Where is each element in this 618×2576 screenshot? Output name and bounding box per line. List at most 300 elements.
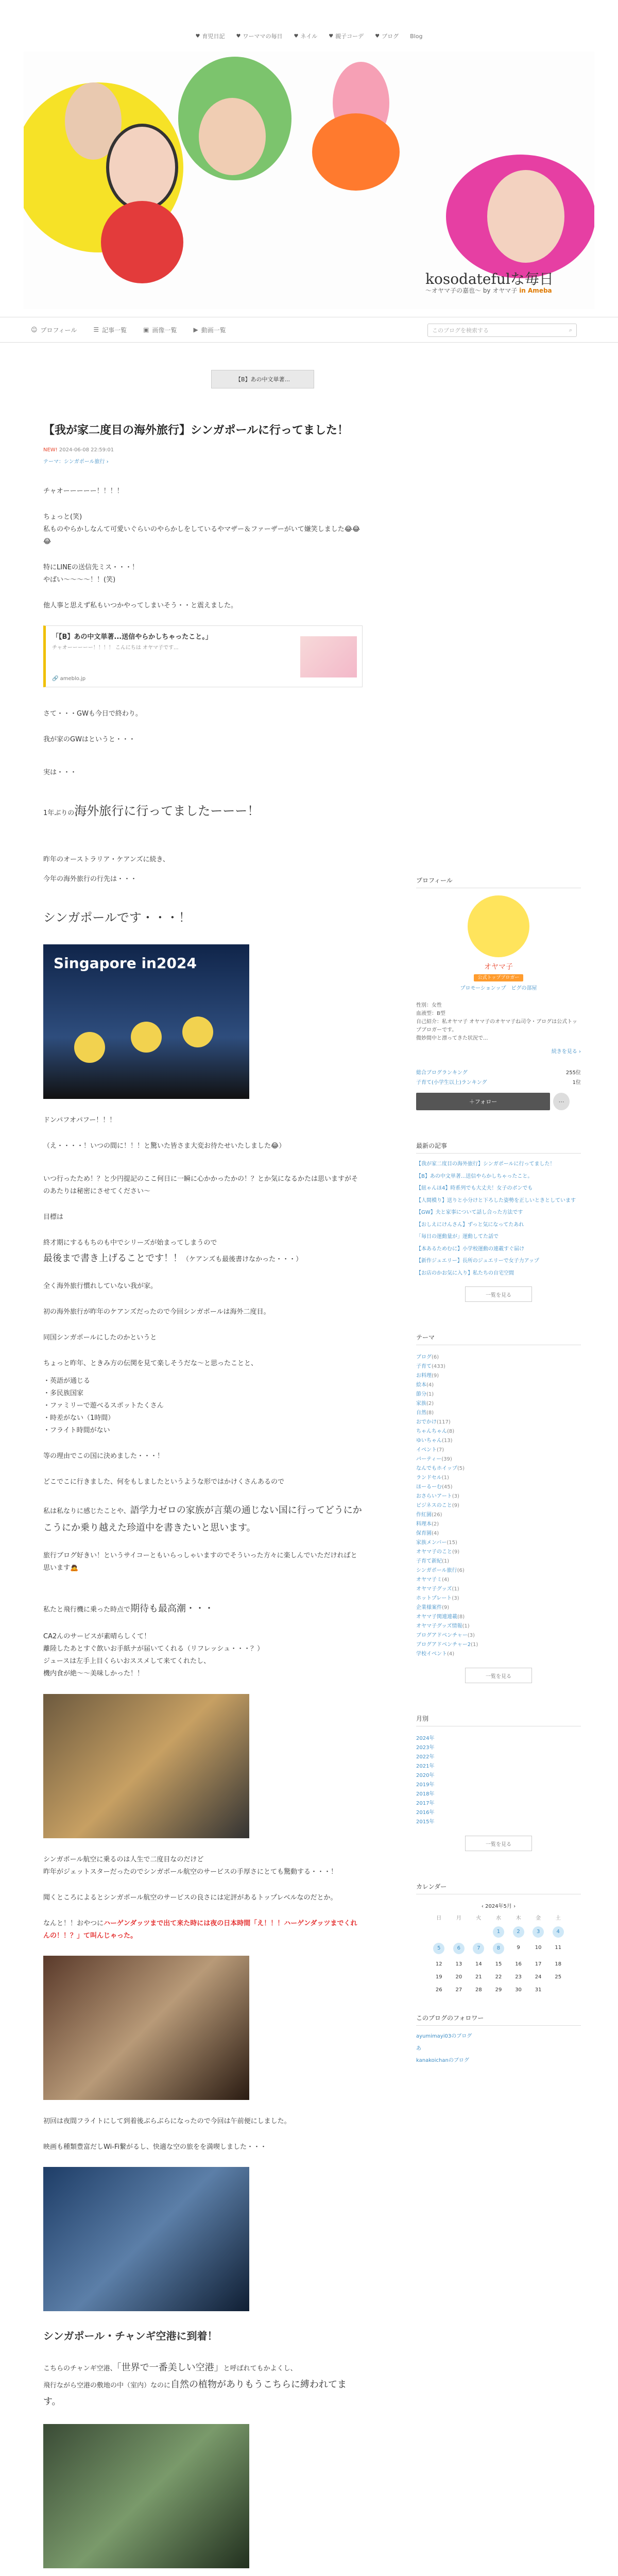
calendar-cell <box>508 1961 528 1967</box>
follower-item[interactable]: あ <box>416 2045 421 2052</box>
illustration-face-mom <box>106 124 178 211</box>
calendar-day[interactable]: 7 <box>473 1943 484 1954</box>
paragraph-big: シンガポールです・・・！ <box>43 910 191 925</box>
calendar-cell <box>429 1928 449 1938</box>
calendar-weekday: 土 <box>555 1916 561 1921</box>
theme-count: (433) <box>432 1364 445 1369</box>
theme-name: 子育て新紀 <box>416 1558 442 1564</box>
list-icon: ☰ <box>93 326 99 333</box>
theme-item[interactable] <box>416 1473 581 1482</box>
profile-heading: プロフィール <box>416 876 581 888</box>
theme-count: (4) <box>432 1531 439 1536</box>
theme-name: 学校イベント <box>416 1651 447 1657</box>
theme-item[interactable] <box>416 1362 581 1371</box>
calendar-weekday: 金 <box>536 1916 541 1921</box>
calendar <box>429 1902 568 1993</box>
recent-item[interactable]: 【紐ゃんほ4】時系列でも大丈夫！女子のボンでも <box>416 1185 533 1191</box>
photo-haagen-dazs[interactable] <box>43 1956 249 2100</box>
paragraph: 実は・・・ <box>43 769 77 777</box>
blog-title[interactable]: kosodatefulな毎日 <box>425 270 554 287</box>
illustration-blob-orange <box>312 113 400 191</box>
paragraph: どこでこに行きました、何をもしましたというような形ではかけくさんあるので <box>43 1478 285 1486</box>
calendar-cell <box>449 1974 469 1980</box>
calendar-day[interactable]: 5 <box>433 1943 444 1954</box>
calendar-cell <box>449 1945 469 1954</box>
theme-name: ビジネスのこと <box>416 1503 452 1509</box>
recent-item[interactable]: 【B】あの中文単著...送信やらかしちゃったこと。 <box>416 1173 533 1179</box>
calendar-cell <box>528 1945 548 1954</box>
paragraph: 聞くところによるとシンガポール航空のサービスの良さには定評があるトップレベルなのだとか。 <box>43 1893 337 1902</box>
recent-item[interactable]: 【我が家二度目の海外旅行】シンガポールに行ってました！ <box>416 1161 555 1167</box>
illustration-face <box>131 1022 162 1053</box>
archive-item[interactable]: 2022年 <box>416 1754 435 1760</box>
article <box>43 422 363 2576</box>
photo-inflight-meal[interactable] <box>43 1694 249 1838</box>
calendar-cell <box>449 1987 469 1993</box>
theme-count: (9) <box>452 1549 460 1555</box>
theme-count: (7) <box>437 1447 444 1453</box>
calendar-cell <box>449 1961 469 1967</box>
archive-item[interactable]: 2018年 <box>416 1791 435 1797</box>
theme-item[interactable] <box>416 1612 581 1621</box>
theme-name: 料理本 <box>416 1521 432 1527</box>
theme-list-button[interactable]: 一覧を見る <box>465 1668 532 1683</box>
paragraph: チャオーーーーー！！！！ <box>43 487 124 495</box>
calendar-cell <box>429 1987 449 1993</box>
recent-list <box>416 1161 581 1277</box>
archive-heading: 月別 <box>416 1714 581 1726</box>
calendar-weekday: 月 <box>456 1916 461 1921</box>
recent-item[interactable]: 【新作ジュエリー】長所のジュエリーで女子力アップ <box>416 1258 539 1264</box>
blog-card-link[interactable] <box>43 625 363 687</box>
chevron-left-icon[interactable]: ‹ <box>481 1904 486 1909</box>
illustration-face <box>182 1016 213 1047</box>
theme-item[interactable] <box>416 1380 581 1389</box>
theme-count: (9) <box>452 1503 459 1509</box>
theme-name: お料理 <box>416 1373 432 1379</box>
header-banner[interactable] <box>24 52 594 309</box>
theme-count: (1) <box>442 1558 450 1564</box>
calendar-weekday: 木 <box>516 1916 521 1921</box>
calendar-cell <box>508 1974 528 1980</box>
calendar-day: 16 <box>515 1961 522 1967</box>
theme-name: イベント <box>416 1447 437 1453</box>
calendar-day: 14 <box>475 1961 482 1967</box>
calendar-day: 17 <box>535 1961 542 1967</box>
calendar-day: 28 <box>475 1987 482 1993</box>
paragraph: なんと！！おやつにハーゲンダッツまで出て来た時には夜の日本時間「え！！！ハーゲンダッツまでくれんの！！？」て叫んじゃった。 <box>43 1919 357 1940</box>
menu-profile[interactable]: ☺ プロフィール <box>31 326 77 334</box>
follower-item[interactable]: kanakoichanのブログ <box>416 2058 469 2063</box>
topnav-item-3[interactable]: ♥ ネイル <box>294 33 318 40</box>
theme-count: (2) <box>432 1521 439 1527</box>
theme-name: 家族 <box>416 1401 426 1406</box>
follow-row <box>416 1093 581 1110</box>
theme-item[interactable] <box>416 1584 581 1594</box>
theme-count: (8) <box>426 1410 434 1416</box>
archive-item[interactable]: 2023年 <box>416 1745 435 1751</box>
theme-item[interactable] <box>416 1436 581 1445</box>
theme-count: (117) <box>436 1419 451 1425</box>
theme-item[interactable] <box>416 1519 581 1529</box>
theme-item[interactable] <box>416 1417 581 1427</box>
calendar-cell <box>489 1928 509 1938</box>
bullet-list <box>43 1375 363 1437</box>
search-icon: ⌕ <box>569 327 572 333</box>
paragraph: いつ行ったため！？と少円提記のここ何日に一瞬に心かかったかの！？とか気になるかたは思いますがそのあたりは秘密にさせてください〜 <box>43 1175 358 1196</box>
paragraph: 等の理由でこの国に決めました・・・！ <box>43 1452 164 1461</box>
theme-count: (9) <box>442 1605 450 1611</box>
theme-item[interactable] <box>416 1603 581 1612</box>
heart-icon: ♥ <box>329 33 334 39</box>
calendar-cell <box>429 1961 449 1967</box>
list-item: ・ファミリーで遊べるスポットたくさん <box>43 1402 164 1410</box>
theme-item[interactable] <box>416 1492 581 1501</box>
photo-inflight-screen[interactable] <box>43 2167 249 2311</box>
theme-name: 節分 <box>416 1392 426 1397</box>
theme-count: (9) <box>432 1373 439 1379</box>
calendar-cell <box>429 1945 449 1954</box>
calendar-cell <box>469 1928 489 1938</box>
calendar-cell <box>449 1928 469 1938</box>
topnav-item-2[interactable]: ♥ ワーママの毎日 <box>236 33 283 40</box>
topnav-item-1[interactable]: ♥ 育児日記 <box>195 33 225 40</box>
calendar-day[interactable]: 2 <box>513 1926 524 1938</box>
theme-item[interactable] <box>416 1408 581 1417</box>
new-badge: NEW! <box>43 447 58 453</box>
theme-item[interactable] <box>416 1501 581 1510</box>
archive-item[interactable]: 2017年 <box>416 1801 435 1806</box>
theme-item[interactable] <box>416 1454 581 1464</box>
article-title[interactable]: 【我が家二度目の海外旅行】シンガポールに行ってました！ <box>43 424 349 437</box>
theme-count: (2) <box>426 1401 434 1406</box>
calendar-cell <box>469 1961 489 1967</box>
theme-name: ランドセル <box>416 1475 442 1481</box>
theme-name: 絵本 <box>416 1382 426 1388</box>
theme-item[interactable] <box>416 1482 581 1492</box>
calendar-cell <box>469 1987 489 1993</box>
calendar-cell <box>528 1928 548 1938</box>
theme-item[interactable] <box>416 1575 581 1584</box>
paragraph: 初の海外旅行が昨年のケアンズだったので今回シンガポールは海外二度目。 <box>43 1308 270 1316</box>
paragraph: 私たと飛行機に乗った時点で期待も最高潮・・・ <box>43 1603 214 1615</box>
calendar-day: 18 <box>555 1961 562 1967</box>
theme-name: オヤマ子のこと <box>416 1549 452 1555</box>
heart-icon: ♥ <box>236 33 241 39</box>
calendar-cell <box>548 1961 568 1967</box>
theme-name: ほーるーむ <box>416 1484 442 1490</box>
photo-changi-airport[interactable] <box>43 2424 249 2568</box>
theme-name: ブログアドベンチャー2 <box>416 1642 471 1648</box>
recent-item[interactable]: 【GW】夫と家事について話し合った方法です <box>416 1210 523 1215</box>
paragraph-big: シンガポール・チャンギ空港に到着！ <box>43 2329 218 2342</box>
illustration-face-grandma <box>487 170 564 263</box>
theme-name: オヤマ子ミ <box>416 1577 442 1583</box>
list-item: ・フライト時間がない <box>43 1427 110 1435</box>
theme-item[interactable] <box>416 1427 581 1436</box>
theme-count: (45) <box>442 1484 453 1490</box>
link-icon: 🔗 <box>52 676 59 682</box>
theme-count: (4) <box>447 1651 455 1657</box>
theme-item[interactable] <box>416 1371 581 1380</box>
official-badge: 公式トップブロガー <box>416 974 581 980</box>
calendar-day: 9 <box>517 1945 520 1951</box>
calendar-day[interactable]: 6 <box>453 1943 465 1954</box>
chevron-right-icon[interactable]: › <box>511 1904 516 1909</box>
calendar-day: 25 <box>555 1974 562 1980</box>
paragraph: 目標は <box>43 1213 64 1222</box>
list-item: ・多民族国家 <box>43 1389 84 1398</box>
theme-item[interactable] <box>416 1594 581 1603</box>
archive-item[interactable]: 2016年 <box>416 1810 435 1816</box>
menu-videos[interactable]: ▶ 動画一覧 <box>193 326 226 334</box>
paragraph: 今年の海外旅行の行先は・・・ <box>43 875 138 883</box>
calendar-day: 12 <box>435 1961 442 1967</box>
theme-item[interactable] <box>416 1389 581 1399</box>
theme-count: (1) <box>462 1623 470 1629</box>
calendar-cell <box>508 1987 528 1993</box>
paragraph: 我が家のGWはというと・・・ <box>43 736 135 744</box>
followers-heading: このブログのフォロワー <box>416 2013 581 2026</box>
topnav-item-6[interactable]: Blog <box>410 32 423 40</box>
menu-images[interactable]: ▣ 画像一覧 <box>143 326 177 334</box>
calendar-day[interactable]: 8 <box>493 1943 504 1954</box>
follow-button[interactable]: ＋フォロー <box>416 1093 550 1110</box>
illustration-face <box>74 1032 105 1063</box>
theme-name: 家族メンバー <box>416 1540 447 1546</box>
topnav-item-4[interactable]: ♥ 親子コーデ <box>329 33 364 40</box>
calendar-day: 20 <box>455 1974 462 1980</box>
calendar-cell <box>548 1974 568 1980</box>
archive-item[interactable]: 2020年 <box>416 1773 435 1778</box>
blogcard-thumbnail <box>300 636 357 677</box>
paragraph: （え・・・・！いつの間に！！！と驚いた皆さま大変お待たせいたしました😂） <box>43 1142 286 1150</box>
calendar-cell <box>548 1928 568 1938</box>
illustration-face-kid <box>199 98 266 175</box>
archive-item[interactable]: 2024年 <box>416 1736 435 1741</box>
calendar-day: 31 <box>535 1987 542 1993</box>
theme-name: ちゃんちゃん <box>416 1429 447 1434</box>
theme-name: オヤマ子グッズ情報 <box>416 1623 462 1629</box>
prev-article-tag[interactable]: 【B】あの中文単著... <box>211 370 314 388</box>
theme-item[interactable] <box>416 1538 581 1547</box>
calendar-grid <box>429 1913 568 1993</box>
theme-count: (1) <box>426 1392 434 1397</box>
recent-item[interactable]: 「毎日の運動量が」運動してた話で <box>416 1234 499 1240</box>
theme-count: (4) <box>442 1577 450 1583</box>
paragraph: 1年ぶりの海外旅行に行ってましたーーー！ <box>43 804 260 819</box>
theme-item[interactable] <box>416 1566 581 1575</box>
blog-subtitle: 〜オヤマ子の嘉也〜 by オヤマ子 in Ameba <box>425 287 552 294</box>
archive-list-button[interactable]: 一覧を見る <box>465 1836 532 1851</box>
photo-caption: Singapore in2024 <box>54 955 197 972</box>
theme-item[interactable] <box>416 1399 581 1408</box>
theme-name: オヤマ子関連連載 <box>416 1614 457 1620</box>
rank-row[interactable]: 総合ブログランキング 255位 <box>416 1070 581 1076</box>
theme-count: (39) <box>441 1456 452 1462</box>
calendar-cell <box>489 1987 509 1993</box>
theme-name: 自然 <box>416 1410 426 1416</box>
calendar-heading: カレンダー <box>416 1882 581 1894</box>
paragraph: 他人事と思えず私もいつかやってしまいそう・・と震えました。 <box>43 602 238 610</box>
sidebar <box>416 876 581 2070</box>
recent-heading: 最新の記事 <box>416 1141 581 1154</box>
video-icon: ▶ <box>193 326 198 333</box>
profile-more-link[interactable]: 続きを見る › <box>551 1049 581 1055</box>
more-icon[interactable]: ⋯ <box>553 1093 570 1110</box>
calendar-day: 24 <box>535 1974 542 1980</box>
recent-list-button[interactable]: 一覧を見る <box>465 1286 532 1302</box>
calendar-day: 11 <box>555 1945 562 1951</box>
list-item: ・英語が通じる <box>43 1377 91 1385</box>
topnav-item-5[interactable]: ♥ ブログ <box>375 33 399 40</box>
paragraph: ドンパフオパフー！！！ <box>43 1116 116 1125</box>
theme-count: (1) <box>471 1642 478 1648</box>
theme-count: (13) <box>442 1438 453 1444</box>
recent-item[interactable]: 【本あるためむに】小学校運動の連載すぐ届け <box>416 1246 524 1252</box>
theme-count: (3) <box>467 1633 475 1638</box>
theme-name: 作紅園 <box>416 1512 432 1518</box>
archive-item[interactable]: 2019年 <box>416 1782 435 1788</box>
theme-name: ブログアドベンチャー <box>416 1633 468 1638</box>
blogcard-title: 「【B】あの中文単著...送信やらかしちゃったこと。」 <box>52 633 212 641</box>
calendar-cell <box>528 1974 548 1980</box>
calendar-day[interactable]: 3 <box>533 1926 544 1938</box>
paragraph: 初回は夜間フライトにして到着後ぶらぶらになったので今回は午前便にしました。 <box>43 2117 291 2125</box>
paragraph: シンガポール航空に乗るのは人生で二度目なのだけど 昨年がジェットスターだったのでシンガポール航空のサービスの手厚さにとても驚動する・・・！ <box>43 1855 338 1876</box>
list-item: ・時差がない（1時間） <box>43 1414 115 1422</box>
blog-menu-bar <box>0 317 618 343</box>
theme-item[interactable] <box>416 1640 581 1649</box>
rank-row[interactable]: 子育て(小学生以上)ランキング 1位 <box>416 1080 581 1086</box>
paragraph: こちらのチャンギ空港、「世界で一番美しい空港」と呼ばれてもかよくし、 飛行ながら空港の敷地の中（室内）なのに自然の植物がありもうこちらに縛われてます。 <box>43 2362 347 2408</box>
theme-name: なんでもホイップ <box>416 1466 457 1471</box>
theme-name: シンガポール旅行 <box>416 1568 457 1573</box>
theme-heading: テーマ <box>416 1333 581 1345</box>
person-icon: ☺ <box>31 326 38 333</box>
calendar-day: 19 <box>435 1974 442 1980</box>
photo-singapore-family[interactable] <box>43 944 249 1099</box>
theme-item[interactable] <box>416 1529 581 1538</box>
calendar-day: 27 <box>455 1987 462 1993</box>
recent-item[interactable]: 【お店のかお気に入り】私たちの自宅空間 <box>416 1270 514 1276</box>
theme-name: オヤマ子グッズ <box>416 1586 452 1592</box>
theme-count: (3) <box>452 1494 459 1499</box>
theme-count: (5) <box>457 1466 465 1471</box>
paragraph: 昨年のオーストラリア・ケアンズに続き、 <box>43 855 169 863</box>
calendar-title: ‹ 2024年5月 › <box>481 1904 516 1909</box>
theme-count: (26) <box>432 1512 442 1518</box>
profile-name[interactable]: オヤマ子 <box>484 963 513 971</box>
theme-count: (8) <box>447 1429 455 1434</box>
paragraph: ちょっと昨年、ときみ方の伝関を見て楽しそうだな〜と思ったことと、 <box>43 1359 258 1367</box>
calendar-day: 30 <box>515 1987 522 1993</box>
menu-articles[interactable]: ☰ 記事一覧 <box>93 326 127 334</box>
calendar-day[interactable]: 4 <box>553 1926 564 1938</box>
theme-count: (15) <box>447 1540 457 1546</box>
calendar-cell <box>548 1945 568 1954</box>
heart-icon: ♥ <box>294 33 299 39</box>
calendar-weekday: 火 <box>476 1916 482 1921</box>
theme-count: (1) <box>452 1586 459 1592</box>
theme-name: おでかけ <box>416 1419 437 1425</box>
archive-item[interactable]: 2021年 <box>416 1764 435 1769</box>
calendar-cell <box>469 1945 489 1954</box>
theme-name: ブログ <box>416 1354 432 1360</box>
theme-name: パーティー <box>416 1456 442 1462</box>
theme-item[interactable] <box>416 1556 581 1566</box>
profile-links[interactable]: プロモーションップ ピグの部屋 <box>460 986 537 991</box>
paragraph: 映画も種類豊富だしWi-Fi繋がるし、快適な空の旅をを満喫しました・・・ <box>43 2143 267 2151</box>
theme-name: 企業様案件 <box>416 1605 442 1611</box>
calendar-day: 23 <box>515 1974 522 1980</box>
recent-item[interactable]: 【人間模り】送りと小分けと下ろした姿勢を正しいときとしています <box>416 1197 576 1204</box>
calendar-cell <box>489 1974 509 1980</box>
heart-icon: ♥ <box>375 33 380 39</box>
article-date: 2024-06-08 22:59:01 <box>59 447 114 453</box>
theme-item[interactable] <box>416 1631 581 1640</box>
calendar-day: 21 <box>475 1974 482 1980</box>
illustration-body-red <box>101 201 183 283</box>
calendar-weekday: 水 <box>495 1916 501 1921</box>
calendar-cell <box>508 1945 528 1954</box>
theme-name: 保育園 <box>416 1531 432 1536</box>
paragraph: 同国シンガポールにしたのかというと <box>43 1333 157 1342</box>
recent-item[interactable]: 【おしえにけんさん】ずっと気になってたあれ <box>416 1222 524 1228</box>
calendar-cell <box>548 1987 568 1993</box>
paragraph: ちょっと(笑) 私ものやらかしなんて可愛いぐらいのやらかしをしているやマザー＆ファーザーがいて嫌笑しました😂😂😂 <box>43 513 360 546</box>
theme-name: おさらいアート <box>416 1494 452 1499</box>
theme-count: (8) <box>457 1614 465 1620</box>
calendar-day: 13 <box>455 1961 462 1967</box>
paragraph: 私は私なりに感じたことや、語学力ゼロの家族が言葉の通じない国に行ってどうにかこうにか乗り越えた珍道中を書きたいと思います。 <box>43 1505 362 1533</box>
blog-search-input[interactable]: このブログを検索する ⌕ <box>427 324 577 337</box>
theme-count: (4) <box>426 1382 434 1388</box>
heart-icon: ♥ <box>195 33 200 39</box>
theme-item[interactable] <box>416 1352 581 1362</box>
theme-name: ゆいちゃん <box>416 1438 442 1444</box>
calendar-cell <box>528 1961 548 1967</box>
theme-list <box>416 1352 581 1658</box>
paragraph: 終才期にするもちのも中でシリーズが始まってしまうので 最後まで書き上げることです！！（ケアンズも最後書けなかった・・・） <box>43 1239 303 1264</box>
calendar-cell <box>489 1961 509 1967</box>
theme-count: (1) <box>441 1475 449 1481</box>
theme-item[interactable] <box>416 1464 581 1473</box>
calendar-day: 22 <box>495 1974 502 1980</box>
calendar-cell <box>508 1928 528 1938</box>
paragraph: 旅行ブログ好きい！というサイコーともいらっしゃいますのでそういった方々に楽しんでいただければと思います🙇 <box>43 1551 357 1572</box>
theme-count: (6) <box>432 1354 439 1360</box>
image-icon: ▣ <box>143 326 149 333</box>
theme-item[interactable] <box>416 1445 581 1454</box>
theme-item[interactable] <box>416 1547 581 1556</box>
profile-text: 性別：女性 血液型：B型 自己紹介：私オヤマ子 オヤマ子のオヤマ子ね司令・ブログは公式トップブロガーです。 微妙間中と漂ってきた状況で... <box>416 1003 577 1041</box>
paragraph: 特にLINEの送信先ミス・・・！ やばい〜〜〜〜！！(笑) <box>43 564 139 584</box>
article-theme-link[interactable]: テーマ：シンガポール旅行 › <box>43 459 109 465</box>
calendar-cell <box>528 1987 548 1993</box>
archive-item[interactable]: 2015年 <box>416 1819 435 1825</box>
theme-item[interactable] <box>416 1510 581 1519</box>
calendar-day: 29 <box>495 1987 502 1993</box>
follower-item[interactable]: ayumimayi03のブログ <box>416 2033 472 2039</box>
theme-item[interactable] <box>416 1621 581 1631</box>
profile-avatar[interactable] <box>468 895 529 957</box>
theme-item[interactable] <box>416 1649 581 1658</box>
calendar-day[interactable]: 1 <box>493 1926 504 1938</box>
theme-name: 子育て <box>416 1364 432 1369</box>
calendar-day: 10 <box>535 1945 542 1951</box>
theme-name: ホットプレート <box>416 1596 452 1601</box>
